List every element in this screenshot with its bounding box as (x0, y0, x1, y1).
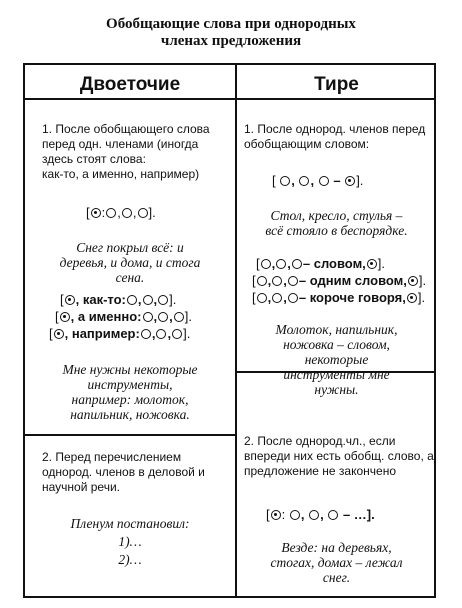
member-circle-icon (106, 208, 116, 218)
left-example-2-line-1: Мне нужны некоторые (62, 362, 198, 377)
left-example-3-line-1: Пленум постановил: (70, 516, 190, 531)
left-scheme-a-imenno: [ , а именно: , , ]. (55, 309, 192, 324)
member-circle-icon (280, 176, 290, 186)
right-example-2-line-5: нужны. (314, 382, 359, 397)
generalizing-word-icon (408, 276, 418, 286)
scheme-tail-ellipsis: – …]. (342, 507, 375, 522)
left-example-1-line-2: деревья, и дома, и стога (59, 255, 201, 270)
member-circle-icon (158, 295, 168, 305)
member-circle-icon (272, 293, 282, 303)
member-circle-icon (141, 329, 151, 339)
member-circle-icon (143, 295, 153, 305)
member-circle-icon (261, 259, 271, 269)
right-rule-2-line-2: впереди них есть обобщ. слово, а (244, 449, 434, 463)
left-scheme-naprimer: [ , например: , , ]. (49, 326, 191, 341)
right-scheme-1: [ , , – ]. (272, 173, 364, 188)
left-rule-1-line-2: перед одн. членами (иногда (42, 137, 199, 151)
right-rule-2-line-3: предложение не закончено (244, 464, 397, 478)
left-example-2-line-4: напильник, ножовка. (70, 407, 190, 422)
scheme-word-odnim-slovom: – одним словом, (298, 273, 407, 288)
right-example-3-line-2: стогах, домах – лежал (270, 555, 403, 570)
left-rule-2-line-1: 2. Перед перечислением (42, 450, 182, 464)
generalizing-word-icon (60, 312, 70, 322)
right-example-1 (237, 208, 436, 238)
right-example-3 (237, 540, 436, 585)
left-rule-2-line-2: однород. членов в деловой и (42, 465, 205, 479)
member-circle-icon (172, 329, 182, 339)
generalizing-word-icon (54, 329, 64, 339)
right-scheme-odnim-slovom: [ , , – одним словом, ]. (252, 273, 427, 288)
right-example-2-line-1: Молоток, напильник, (275, 322, 398, 337)
scheme-word-slovom: – словом, (302, 256, 366, 271)
member-circle-icon (290, 510, 300, 520)
right-example-3-line-1: Везде: на деревьях, (281, 540, 392, 555)
header-dash: Тире (314, 74, 359, 95)
member-circle-icon (309, 510, 319, 520)
left-example-2 (25, 362, 235, 422)
left-example-1-line-1: Снег покрыл всё: и (76, 240, 184, 255)
right-example-2 (237, 322, 436, 397)
scheme-word-a-imenno: , а именно: (70, 309, 142, 324)
left-scheme-kak-to: [ , как-то: , , ]. (60, 292, 177, 307)
right-example-2-line-4: инструменты мне (283, 367, 390, 382)
header-divider (23, 98, 436, 100)
header-colon: Двоеточие (79, 74, 181, 95)
member-circle-icon (257, 276, 267, 286)
member-circle-icon (276, 259, 286, 269)
member-circle-icon (288, 276, 298, 286)
member-circle-icon (328, 510, 338, 520)
left-example-3 (25, 516, 235, 567)
member-circle-icon (138, 208, 148, 218)
left-example-3-line-3: 2)… (118, 552, 142, 567)
right-scheme-slovom: [ , , – словом, ]. (256, 256, 386, 271)
member-circle-icon (319, 176, 329, 186)
left-rule-1-line-4: как-то, а именно, например) (42, 167, 200, 181)
member-circle-icon (158, 312, 168, 322)
left-rule-1-line-1: 1. После обобщающего слова (42, 122, 210, 136)
right-example-2-line-2: ножовка – словом, (283, 337, 390, 352)
right-rule-1-line-2: обобщающим словом: (244, 137, 370, 151)
member-circle-icon (143, 312, 153, 322)
member-circle-icon (299, 176, 309, 186)
member-circle-icon (272, 276, 282, 286)
member-circle-icon (174, 312, 184, 322)
title-line-2: членах предложения (160, 33, 302, 49)
scheme-word-koroche-govorya: – короче говоря, (298, 290, 406, 305)
left-example-1-line-3: сена. (115, 270, 145, 285)
left-rule-2 (42, 450, 232, 495)
right-rule-2 (244, 434, 434, 479)
left-scheme-1: [ : , , ]. (86, 205, 156, 220)
left-section-divider (23, 434, 236, 436)
generalizing-word-icon (65, 295, 75, 305)
member-circle-icon (257, 293, 267, 303)
right-example-1-line-1: Стол, кресло, стулья – (270, 208, 403, 223)
right-scheme-koroche-govorya: [ , , – короче говоря, ]. (252, 290, 426, 305)
member-circle-icon (292, 259, 302, 269)
right-example-2-line-3: некоторые (304, 352, 369, 367)
left-example-1 (25, 240, 235, 285)
right-example-3-line-3: снег. (322, 570, 351, 585)
generalizing-word-icon (271, 510, 281, 520)
generalizing-word-icon (91, 208, 101, 218)
left-example-2-line-2: инструменты, (87, 377, 173, 392)
left-rule-2-line-3: научной речи. (42, 480, 120, 494)
title-line-1: Обобщающие слова при однородных (106, 16, 356, 32)
right-example-1-line-2: всё стояло в беспорядке. (265, 223, 408, 238)
generalizing-word-icon (345, 176, 355, 186)
page-title (0, 16, 462, 50)
member-circle-icon (122, 208, 132, 218)
right-scheme-2: [ : , , – …]. (266, 507, 375, 522)
left-rule-1-line-3: здесь стоят слова: (42, 152, 146, 166)
left-rule-1 (42, 122, 232, 182)
right-rule-2-line-1: 2. После однород.чл., если (244, 434, 396, 448)
generalizing-word-icon (407, 293, 417, 303)
member-circle-icon (127, 295, 137, 305)
member-circle-icon (288, 293, 298, 303)
generalizing-word-icon (367, 259, 377, 269)
member-circle-icon (156, 329, 166, 339)
right-rule-1 (244, 122, 434, 152)
scheme-word-kak-to: , как-то: (75, 292, 126, 307)
left-example-2-line-3: например: молоток, (71, 392, 189, 407)
right-rule-1-line-1: 1. После однород. членов перед (244, 122, 426, 136)
left-example-3-line-2: 1)… (118, 534, 142, 549)
scheme-word-naprimer: , например: (64, 326, 140, 341)
